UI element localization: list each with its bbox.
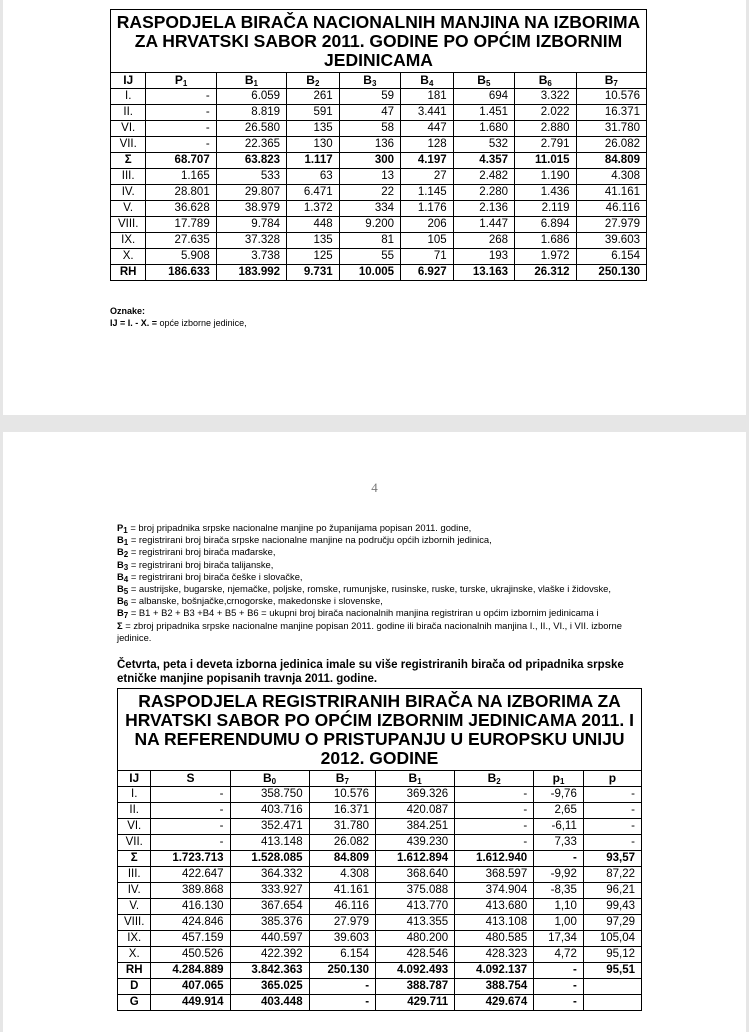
table-cell: -	[146, 121, 216, 137]
table-cell: 1,10	[534, 899, 584, 915]
table-row	[118, 995, 642, 1011]
table-row	[118, 851, 642, 867]
column-header: IJ	[111, 73, 146, 89]
table-row	[111, 153, 647, 169]
table-cell: 334	[339, 201, 400, 217]
row-label-cell: V.	[111, 201, 146, 217]
row-label-cell: III.	[111, 169, 146, 185]
table-cell: 38.979	[216, 201, 286, 217]
column-header: $B_5$	[453, 73, 514, 89]
table-cell: 9.731	[287, 265, 340, 281]
table-row	[111, 137, 647, 153]
table-cell: 130	[287, 137, 340, 153]
table-cell: 10.576	[576, 89, 646, 105]
table-cell: 47	[339, 105, 400, 121]
table-cell: 2.022	[515, 105, 576, 121]
table-cell: -8,35	[534, 883, 584, 899]
table-cell: 388.754	[455, 979, 534, 995]
table-cell: -	[146, 89, 216, 105]
table-cell: 135	[287, 121, 340, 137]
row-label-cell: VIII.	[111, 217, 146, 233]
row-label-cell: D	[118, 979, 151, 995]
row-label-cell: Σ	[118, 851, 151, 867]
column-header: $B_1$	[376, 771, 455, 787]
table-row	[111, 233, 647, 249]
table-row	[118, 867, 642, 883]
table-cell: 10.005	[339, 265, 400, 281]
table-row	[118, 963, 642, 979]
table-cell: 268	[453, 233, 514, 249]
page-number: 4	[371, 480, 378, 495]
table-cell: 4.308	[309, 867, 375, 883]
table-cell: 365.025	[230, 979, 309, 995]
table-cell: 95,51	[583, 963, 641, 979]
table-cell	[583, 979, 641, 995]
table-cell: 4.357	[453, 153, 514, 169]
legend-item: $B_4$ = registrirani broj birača češke i slovačke,	[117, 570, 303, 584]
registered-voters-table	[117, 688, 642, 1011]
column-header: IJ	[118, 771, 151, 787]
table-cell: 4.092.493	[376, 963, 455, 979]
table-cell: 1.372	[287, 201, 340, 217]
row-label-cell: X.	[111, 249, 146, 265]
column-header: $B_1$	[216, 73, 286, 89]
table-cell: -	[534, 995, 584, 1011]
table-cell: 28.801	[146, 185, 216, 201]
row-label-cell: VIII.	[118, 915, 151, 931]
table-cell: -6,11	[534, 819, 584, 835]
document-page-1	[3, 0, 746, 415]
table-cell: -	[455, 787, 534, 803]
table-cell: 416.130	[151, 899, 230, 915]
table-row	[118, 915, 642, 931]
row-label-cell: IX.	[118, 931, 151, 947]
notes-label: Oznake:	[110, 306, 146, 316]
table-cell: 193	[453, 249, 514, 265]
table-cell: 96,21	[583, 883, 641, 899]
table-row	[111, 249, 647, 265]
table-cell: 1.680	[453, 121, 514, 137]
table-cell: 6.154	[576, 249, 646, 265]
legend-item: $B_2$ = registrirani broj birača mađarske,	[117, 546, 276, 560]
notes-block	[110, 305, 247, 329]
table-cell: 27	[401, 169, 454, 185]
table-cell: 13.163	[453, 265, 514, 281]
table-cell: 1.972	[515, 249, 576, 265]
table-cell: 46.116	[309, 899, 375, 915]
table-cell: 181	[401, 89, 454, 105]
table-cell: 2.791	[515, 137, 576, 153]
table-cell: 422.647	[151, 867, 230, 883]
row-label-cell: III.	[118, 867, 151, 883]
table-cell: 27.979	[576, 217, 646, 233]
table-cell: 1.436	[515, 185, 576, 201]
table-cell: 95,12	[583, 947, 641, 963]
header-row	[111, 73, 647, 89]
row-label-cell: VII.	[111, 137, 146, 153]
table-cell: 39.603	[576, 233, 646, 249]
legend-item: $B_7 = B1 + B2 + B3 +B4 + B5 + B6$ = ukupni broj birača nacionalnih manjina registriran u općim izbornim jedinicama i	[117, 607, 599, 621]
symbol-legend	[117, 522, 647, 644]
table-cell: -	[151, 803, 230, 819]
legend-item: $B_6$ = albanske, bošnjačke,crnogorske, makedonske i slovenske,	[117, 595, 383, 609]
column-header: $B_7$	[576, 73, 646, 89]
table-cell: 2.482	[453, 169, 514, 185]
row-label-cell: VI.	[118, 819, 151, 835]
table-cell: 128	[401, 137, 454, 153]
table-cell: -	[583, 835, 641, 851]
table-cell: -	[455, 819, 534, 835]
table-cell: 55	[339, 249, 400, 265]
table-cell: 428.323	[455, 947, 534, 963]
table-cell: 385.376	[230, 915, 309, 931]
notes-line: IJ = I. - X. = opće izborne jedinice,	[110, 318, 247, 328]
table-cell: 374.904	[455, 883, 534, 899]
table-cell: 26.580	[216, 121, 286, 137]
table-row	[111, 169, 647, 185]
document-page-2	[3, 432, 746, 1032]
table-cell: 8.819	[216, 105, 286, 121]
table-cell: 26.312	[515, 265, 576, 281]
table-cell: 368.597	[455, 867, 534, 883]
table-cell: 186.633	[146, 265, 216, 281]
row-label-cell: II.	[118, 803, 151, 819]
row-label-cell: IV.	[111, 185, 146, 201]
table-cell: 1.528.085	[230, 851, 309, 867]
table-cell: -	[146, 137, 216, 153]
table-cell: 1.190	[515, 169, 576, 185]
table-cell: 97,29	[583, 915, 641, 931]
table-cell: 183.992	[216, 265, 286, 281]
table-cell: 22.365	[216, 137, 286, 153]
table-cell: 413.355	[376, 915, 455, 931]
table-cell: 4,72	[534, 947, 584, 963]
table-cell: -	[151, 835, 230, 851]
table-cell: -9,92	[534, 867, 584, 883]
table-cell: 31.780	[309, 819, 375, 835]
column-header: $p_1$	[534, 771, 584, 787]
legend-item: $B_1$ = registrirani broj birača srpske nacionalne manjine na području općih izbornih jedinica,	[117, 534, 492, 548]
table-cell: 368.640	[376, 867, 455, 883]
row-label-cell: X.	[118, 947, 151, 963]
table-row	[111, 201, 647, 217]
table-cell: 41.161	[576, 185, 646, 201]
table-cell: 63	[287, 169, 340, 185]
legend-item: $B_5$ = austrijske, bugarske, njemačke, poljske, romske, rumunjske, rusinske, ruske, turske, ukrajinske, vlaške i židovske,	[117, 583, 611, 597]
table-cell: 2.280	[453, 185, 514, 201]
table-cell: -	[583, 803, 641, 819]
table-cell: 457.159	[151, 931, 230, 947]
table-cell: 3.842.363	[230, 963, 309, 979]
table-cell: 333.927	[230, 883, 309, 899]
table-cell: 6.471	[287, 185, 340, 201]
table-cell: 358.750	[230, 787, 309, 803]
table-row	[118, 979, 642, 995]
column-header: $B_0$	[230, 771, 309, 787]
table-cell: 1.176	[401, 201, 454, 217]
column-header: $P_1$	[146, 73, 216, 89]
row-label-cell: Σ	[111, 153, 146, 169]
table-cell: 413.108	[455, 915, 534, 931]
table-cell: 5.908	[146, 249, 216, 265]
table-cell: 439.230	[376, 835, 455, 851]
table-cell: 3.441	[401, 105, 454, 121]
header-row	[118, 771, 642, 787]
table-cell: 17,34	[534, 931, 584, 947]
legend-item: $P_1$ = broj pripadnika srpske nacionalne manjine po županijama popisan 2011. godine,	[117, 522, 472, 535]
table-cell: 135	[287, 233, 340, 249]
table-cell: -	[455, 835, 534, 851]
table-cell: 1.451	[453, 105, 514, 121]
table-cell: 7,33	[534, 835, 584, 851]
table-row	[111, 217, 647, 233]
table-row	[118, 899, 642, 915]
table-cell: 136	[339, 137, 400, 153]
table-cell: -	[455, 803, 534, 819]
table-cell: 429.674	[455, 995, 534, 1011]
column-header: p	[583, 771, 641, 787]
table-cell: 11.015	[515, 153, 576, 169]
table-cell: 68.707	[146, 153, 216, 169]
table-cell: 449.914	[151, 995, 230, 1011]
minority-voters-table	[110, 9, 647, 281]
table-cell: 1.145	[401, 185, 454, 201]
table-title: RASPODJELA REGISTRIRANIH BIRAČA NA IZBORIMA ZA HRVATSKI SABOR PO OPĆIM IZBORNIM JEDINICAMA 2011. I NA REFERENDUMU O PRISTUPANJU U EUROPSKU UNIJU 2012. GODINE	[118, 689, 642, 771]
table-cell: 26.082	[309, 835, 375, 851]
table-cell: 407.065	[151, 979, 230, 995]
summary-paragraph: Četvrta, peta i deveta izborna jedinica imale su više registriranih birača od pripadnika srpske etničke manjine popisanih travnja 2011. godine.	[117, 659, 624, 685]
table-cell: 388.787	[376, 979, 455, 995]
table-cell: 364.332	[230, 867, 309, 883]
table-cell: 2.119	[515, 201, 576, 217]
table-cell: 10.576	[309, 787, 375, 803]
row-label-cell: IV.	[118, 883, 151, 899]
row-label-cell: RH	[111, 265, 146, 281]
table-cell: 206	[401, 217, 454, 233]
table-cell: 1.165	[146, 169, 216, 185]
table-cell: 71	[401, 249, 454, 265]
table-cell: 250.130	[309, 963, 375, 979]
column-header: S	[151, 771, 230, 787]
table-cell: 26.082	[576, 137, 646, 153]
table-cell: 300	[339, 153, 400, 169]
table-row	[118, 931, 642, 947]
table-cell: 16.371	[576, 105, 646, 121]
table-cell: 694	[453, 89, 514, 105]
table-cell: 1.612.940	[455, 851, 534, 867]
table-cell: 413.148	[230, 835, 309, 851]
table-cell: 6.154	[309, 947, 375, 963]
table-cell: 422.392	[230, 947, 309, 963]
table-cell: 424.846	[151, 915, 230, 931]
row-label-cell: G	[118, 995, 151, 1011]
table-cell: -	[583, 819, 641, 835]
table-cell	[583, 995, 641, 1011]
table-cell: 403.448	[230, 995, 309, 1011]
table-cell: -	[534, 963, 584, 979]
table-cell: 1,00	[534, 915, 584, 931]
table-row	[111, 265, 647, 281]
table-cell: 1.447	[453, 217, 514, 233]
table-cell: 29.807	[216, 185, 286, 201]
table-cell: 105	[401, 233, 454, 249]
table-row	[111, 185, 647, 201]
table-cell: 58	[339, 121, 400, 137]
table-cell: 384.251	[376, 819, 455, 835]
table-cell: 2,65	[534, 803, 584, 819]
table-row	[111, 89, 647, 105]
table-row	[118, 835, 642, 851]
table-cell: 46.116	[576, 201, 646, 217]
table-cell: 125	[287, 249, 340, 265]
legend-item: Σ = zbroj pripadnika srpske nacionalne manjine popisan 2011. godine ili birača nacionalnih manjina I., II., VI., i VII. izborne jedinice.	[117, 619, 622, 643]
table-cell: -	[534, 851, 584, 867]
row-label-cell: VI.	[111, 121, 146, 137]
table-cell: 63.823	[216, 153, 286, 169]
table-cell: 403.716	[230, 803, 309, 819]
table-cell: 2.136	[453, 201, 514, 217]
table-cell: 450.526	[151, 947, 230, 963]
table-cell: -	[146, 105, 216, 121]
table-cell: 429.711	[376, 995, 455, 1011]
table-cell: -	[534, 979, 584, 995]
table-cell: 87,22	[583, 867, 641, 883]
column-header: $B_4$	[401, 73, 454, 89]
table-cell: -	[309, 979, 375, 995]
table-cell: 3.738	[216, 249, 286, 265]
table-cell: 3.322	[515, 89, 576, 105]
column-header: $B_6$	[515, 73, 576, 89]
table-cell: 81	[339, 233, 400, 249]
table-cell: 99,43	[583, 899, 641, 915]
table-cell: 31.780	[576, 121, 646, 137]
row-label-cell: VII.	[118, 835, 151, 851]
column-header: $B_2$	[455, 771, 534, 787]
row-label-cell: I.	[118, 787, 151, 803]
table-row	[118, 803, 642, 819]
table-cell: 2.880	[515, 121, 576, 137]
column-header: $B_3$	[339, 73, 400, 89]
table-cell: 4.197	[401, 153, 454, 169]
row-label-cell: RH	[118, 963, 151, 979]
table-cell: 413.770	[376, 899, 455, 915]
table-cell: 6.894	[515, 217, 576, 233]
table-cell: -	[583, 787, 641, 803]
column-header: $B_2$	[287, 73, 340, 89]
table-cell: 105,04	[583, 931, 641, 947]
table-cell: 261	[287, 89, 340, 105]
table-title: RASPODJELA BIRAČA NACIONALNIH MANJINA NA IZBORIMA ZA HRVATSKI SABOR 2011. GODINE PO OPĆIM IZBORNIM JEDINICAMA	[111, 10, 647, 73]
table-cell: 440.597	[230, 931, 309, 947]
table-cell: 9.200	[339, 217, 400, 233]
table-cell: 36.628	[146, 201, 216, 217]
table-cell: 448	[287, 217, 340, 233]
table-cell: 16.371	[309, 803, 375, 819]
table-row	[118, 947, 642, 963]
table-cell: 4.092.137	[455, 963, 534, 979]
table-cell: 41.161	[309, 883, 375, 899]
table-cell: 480.200	[376, 931, 455, 947]
table-cell: 17.789	[146, 217, 216, 233]
table-cell: 59	[339, 89, 400, 105]
table-cell: 375.088	[376, 883, 455, 899]
table-cell: 93,57	[583, 851, 641, 867]
row-label-cell: IX.	[111, 233, 146, 249]
table-cell: 27.635	[146, 233, 216, 249]
table-cell: -9,76	[534, 787, 584, 803]
table-cell: 22	[339, 185, 400, 201]
table-cell: 39.603	[309, 931, 375, 947]
table-cell: 367.654	[230, 899, 309, 915]
table-cell: 389.868	[151, 883, 230, 899]
column-header: $B_7$	[309, 771, 375, 787]
table-cell: 480.585	[455, 931, 534, 947]
table-cell: 447	[401, 121, 454, 137]
table-cell: 250.130	[576, 265, 646, 281]
legend-item: $B_3$ = registrirani broj birača talijanske,	[117, 558, 274, 572]
table-cell: 533	[216, 169, 286, 185]
table-cell: -	[309, 995, 375, 1011]
table-cell: 6.927	[401, 265, 454, 281]
table-cell: 27.979	[309, 915, 375, 931]
table-row	[118, 883, 642, 899]
table-cell: 413.680	[455, 899, 534, 915]
table-cell: 13	[339, 169, 400, 185]
table-cell: 591	[287, 105, 340, 121]
table-cell: 1.723.713	[151, 851, 230, 867]
table-cell: 4.284.889	[151, 963, 230, 979]
table-cell: 1.686	[515, 233, 576, 249]
row-label-cell: II.	[111, 105, 146, 121]
table-row	[111, 121, 647, 137]
table-row	[111, 105, 647, 121]
table-cell: 352.471	[230, 819, 309, 835]
table-cell: 9.784	[216, 217, 286, 233]
table-cell: 420.087	[376, 803, 455, 819]
table-cell: 1.612.894	[376, 851, 455, 867]
table-cell: 4.308	[576, 169, 646, 185]
table-cell: 84.809	[576, 153, 646, 169]
table-row	[118, 787, 642, 803]
table-row	[118, 819, 642, 835]
table-cell: -	[151, 787, 230, 803]
table-cell: 428.546	[376, 947, 455, 963]
table-cell: 6.059	[216, 89, 286, 105]
row-label-cell: V.	[118, 899, 151, 915]
row-label-cell: I.	[111, 89, 146, 105]
table-cell: 532	[453, 137, 514, 153]
table-cell: 369.326	[376, 787, 455, 803]
table-cell: 37.328	[216, 233, 286, 249]
table-cell: 84.809	[309, 851, 375, 867]
table-cell: 1.117	[287, 153, 340, 169]
table-cell: -	[151, 819, 230, 835]
